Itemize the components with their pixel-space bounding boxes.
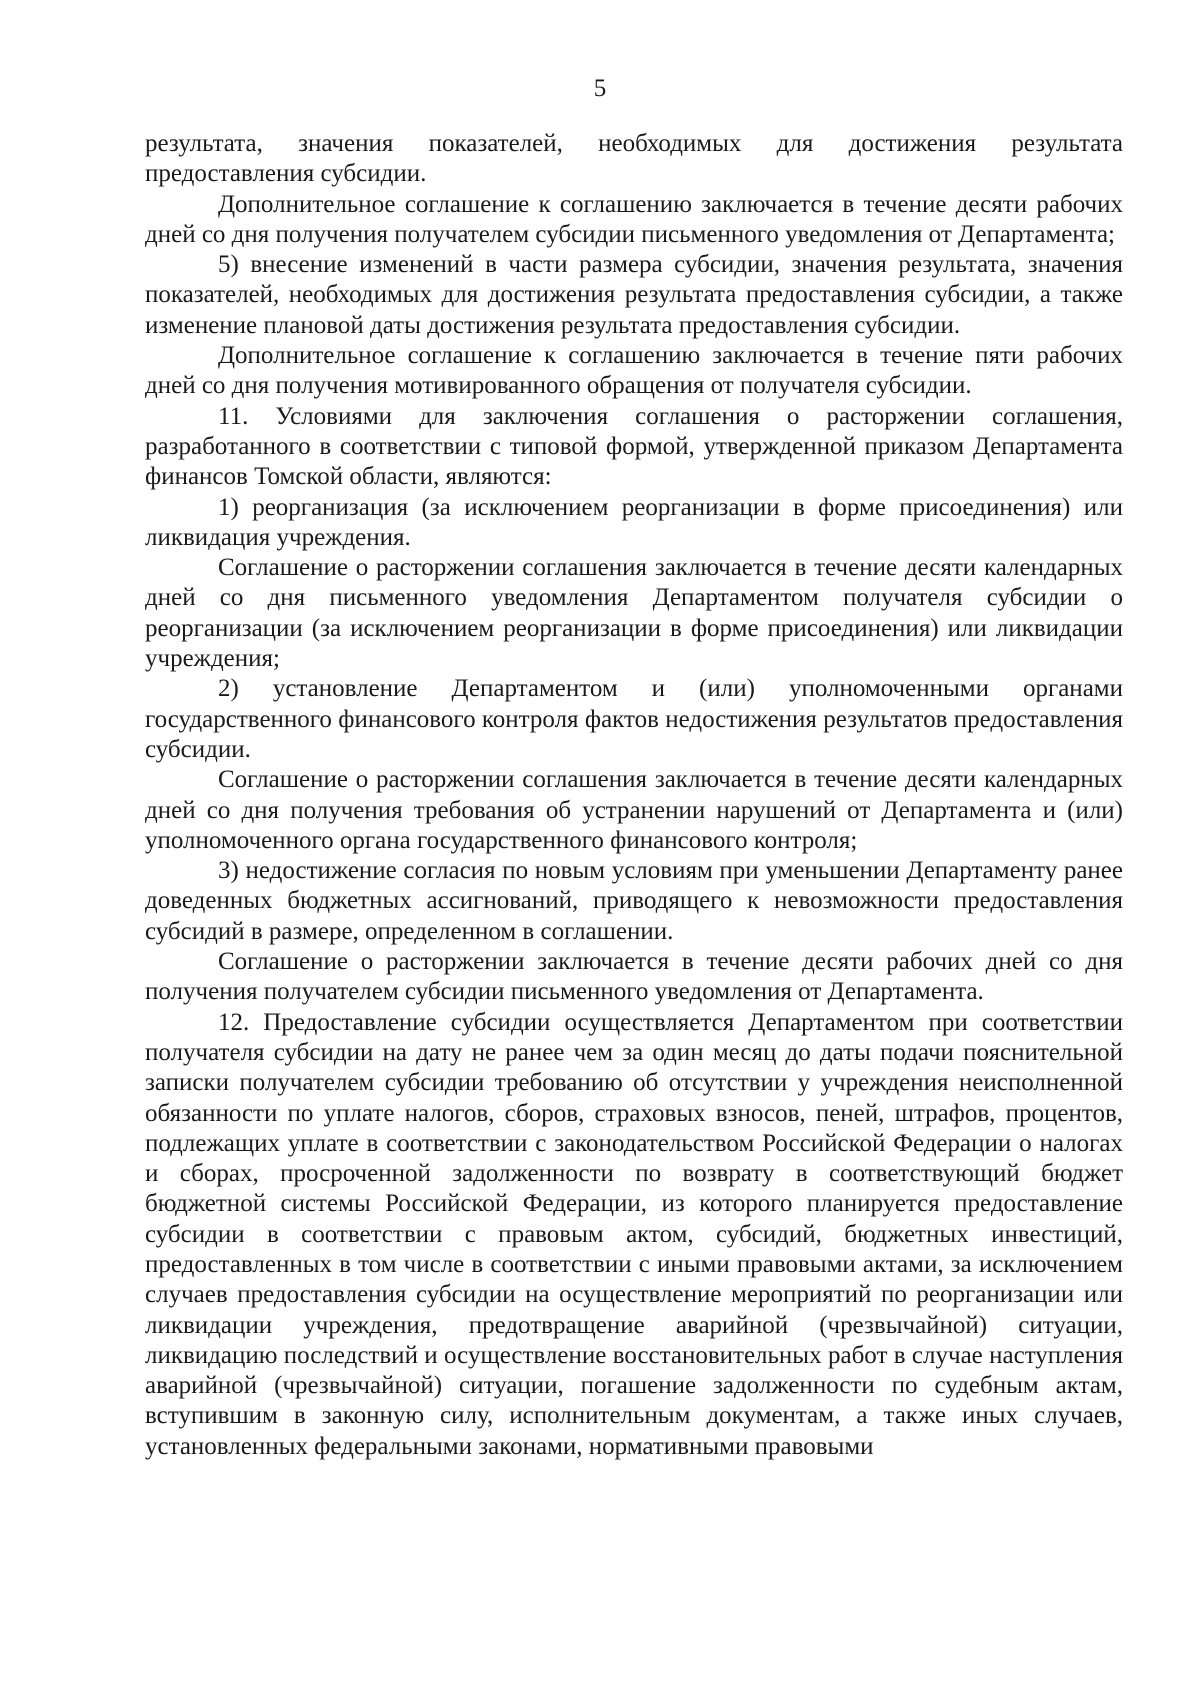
paragraph: 5) внесение изменений в части размера субсидии, значения результата, значения показателей, необходимых для достижения результата предоставления субсидии, а также изменение плановой даты достижения результата предоставления субсидии.	[145, 251, 1123, 339]
paragraph: 2) установление Департаментом и (или) уполномоченными органами государственного финансового контроля фактов недостижения результатов предоставления субсидии.	[145, 675, 1123, 763]
paragraph: Соглашение о расторжении заключается в течение десяти рабочих дней со дня получения получателем субсидии письменного уведомления от Департамента.	[145, 948, 1123, 1006]
paragraph: Соглашение о расторжении соглашения заключается в течение десяти календарных дней со дня письменного уведомления Департаментом получателя субсидии о реорганизации (за исключением реорганизации в форме присоединения) или ликвидации учреждения;	[145, 554, 1123, 673]
paragraph: 12. Предоставление субсидии осуществляется Департаментом при соответствии получателя субсидии на дату не ранее чем за один месяц до даты подачи пояснительной записки получателем субсидии требованию об отсутствии у учреждения неисполненной обязанности по уплате налогов, сборов, страховых взносов, пеней, штрафов, процентов, подлежащих уплате в соответствии с законодательством Российской Федерации о налогах и сборах, просроченной задолженности по возврату в соответствующий бюджет бюджетной системы Российской Федерации, из которого планируется предоставление субсидии в соответствии с правовым актом, субсидий, бюджетных инвестиций, предоставленных в том числе в соответствии с иными правовыми актами, за исключением случаев предоставления субсидии на осуществление мероприятий по реорганизации или ликвидации учреждения, предотвращение аварийной (чрезвычайной) ситуации, ликвидацию последствий и осуществление восстановительных работ в случае наступления аварийной (чрезвычайной) ситуации, погашение задолженности по судебным актам, вступившим в законную силу, исполнительным документам, а также иных случаев, установленных федеральными законами, нормативными правовыми	[145, 1008, 1123, 1460]
page-number: 5	[593, 75, 607, 102]
paragraph: результата, значения показателей, необходимых для достижения результата предоставления субсидии.	[145, 130, 1123, 188]
paragraph: 1) реорганизация (за исключением реорганизации в форме присоединения) или ликвидация учреждения.	[145, 493, 1123, 551]
paragraph: Соглашение о расторжении соглашения заключается в течение десяти календарных дней со дня получения требования об устранении нарушений от Департамента и (или) уполномоченного органа государственного финансового контроля;	[145, 766, 1123, 854]
paragraph: 3) недостижение согласия по новым условиям при уменьшении Департаменту ранее доведенных бюджетных ассигнований, приводящего к невозможности предоставления субсидий в размере, определенном в соглашении.	[145, 857, 1123, 945]
paragraph: 11. Условиями для заключения соглашения о расторжении соглашения, разработанного в соответствии с типовой формой, утвержденной приказом Департамента финансов Томской области, являются:	[145, 402, 1123, 491]
paragraph: Дополнительное соглашение к соглашению заключается в течение десяти рабочих дней со дня получения получателем субсидии письменного уведомления от Департамента;	[145, 190, 1123, 248]
paragraph: Дополнительное соглашение к соглашению заключается в течение пяти рабочих дней со дня получения мотивированного обращения от получателя субсидии.	[145, 342, 1123, 400]
document-body	[145, 129, 1123, 1462]
